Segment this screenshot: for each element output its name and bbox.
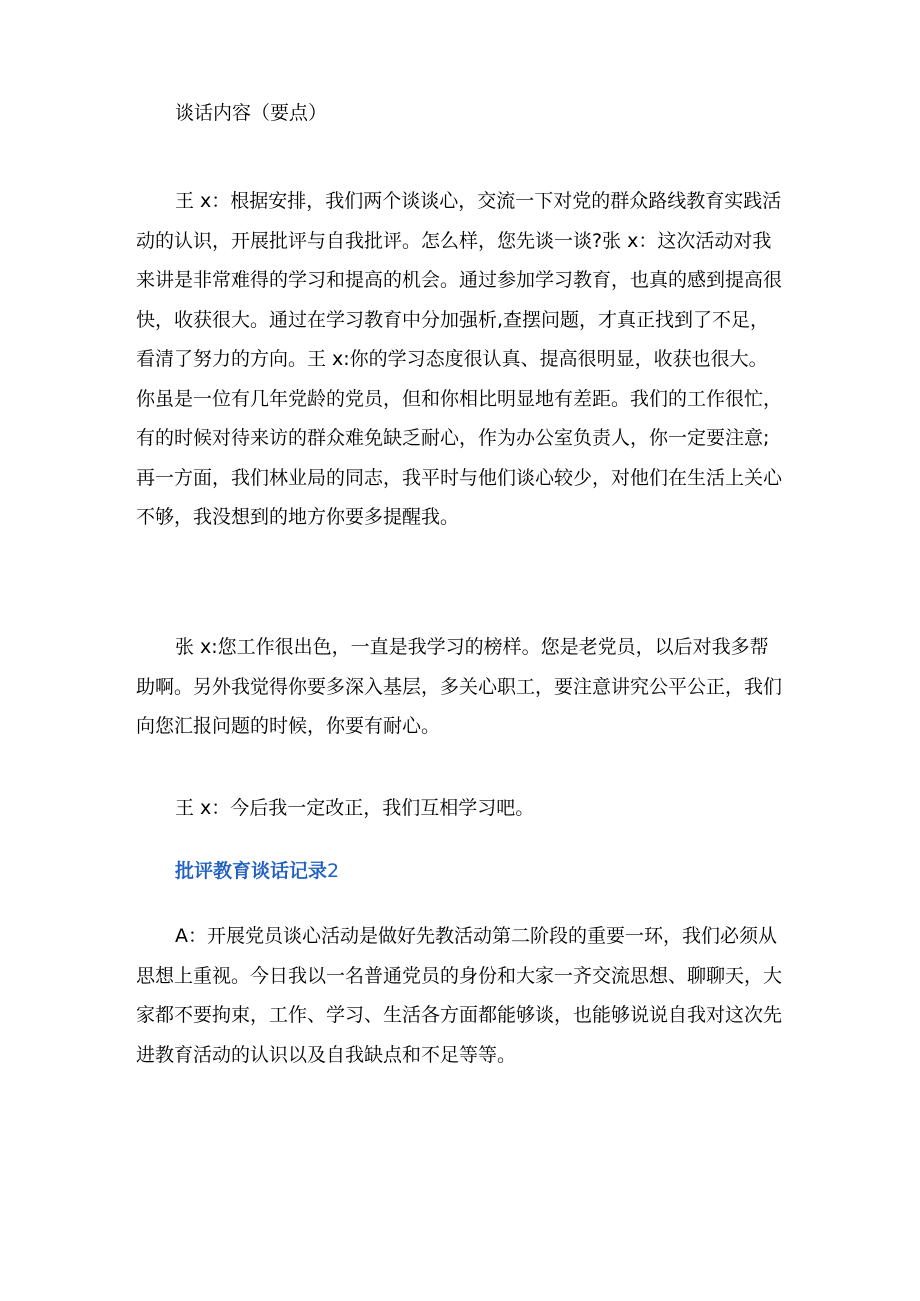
section-heading-2-number: 2 [327, 860, 340, 882]
section-label: 谈话内容（要点） [175, 102, 328, 124]
paragraph-dialogue-2: 张 x:您工作很出色，一直是我学习的榜样。您是老党员，以后对我多帮助啊。另外我觉得你要多深入基层，多关心职工，要注意讲究公平公正，我们向您汇报问题的时候，你要有耐心。 [136, 636, 783, 737]
section-heading-2 [136, 852, 786, 892]
paragraph-dialogue-1: 王 x：根据安排，我们两个谈谈心，交流一下对党的群众路线教育实践活动的认识，开展批评与自我批评。怎么样，您先谈一谈?张 x：这次活动对我来讲是非常难得的学习和提高的机会。通过参加学习教育，也真的感到提高很快，收获很大。通过在学习教育中分加强析,查摆问题，才真正找到了不足，看清了努力的方向。王 x:你的学习态度很认真、提高很明显，收获也很大。你虽是一位有几年党龄的党员，但和你相比明显地有差距。我们的工作很忙，有的时候对待来访的群众难免缺乏耐心，作为办公室负责人，你一定要注意;再一方面，我们林业局的同志，我平时与他们谈心较少，对他们在生活上关心不够，我没想到的地方你要多提醒我。 [136, 190, 783, 528]
paragraph-dialogue-3: 王 x：今后我一定改正，我们互相学习吧。 [175, 797, 535, 819]
section-heading-2-title: 批评教育谈话记录 [175, 860, 328, 882]
paragraph-record-2: A：开展党员谈心活动是做好先教活动第二阶段的重要一环，我们必须从思想上重视。今日我以一名普通党员的身份和大家一齐交流思想、聊聊天，大家都不要拘束，工作、学习、生活各方面都能够谈，也能够说说自我对这次先进教育活动的认识以及自我缺点和不足等等。 [136, 925, 783, 1066]
